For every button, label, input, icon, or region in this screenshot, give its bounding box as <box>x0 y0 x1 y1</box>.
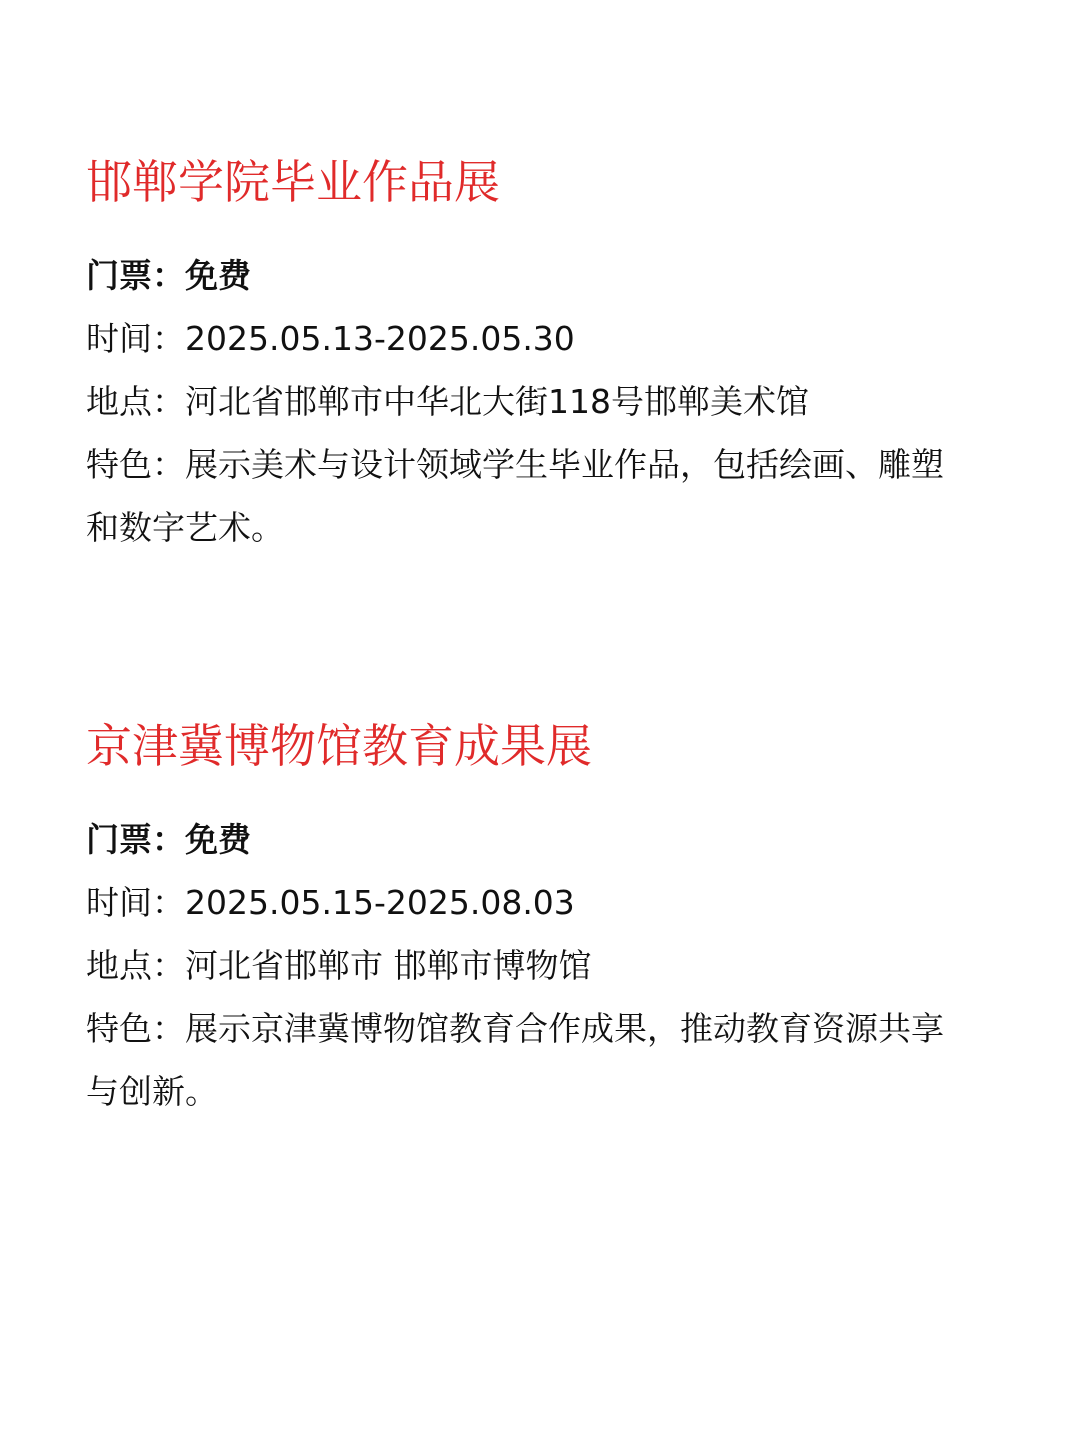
location-label: 地点： <box>86 382 185 421</box>
time-label: 时间： <box>86 319 185 358</box>
location-label: 地点： <box>86 946 185 985</box>
event-info <box>86 808 986 1123</box>
ticket-label: 门票： <box>86 256 185 295</box>
location-value: 河北省邯郸市中华北大街118号邯郸美术馆 <box>185 382 809 421</box>
time-value: 2025.05.13-2025.05.30 <box>185 319 575 358</box>
time-row <box>86 871 986 934</box>
event-card-graduation-exhibition <box>86 150 986 559</box>
ticket-value: 免费 <box>185 820 251 859</box>
event-card-museum-education-exhibition <box>86 714 986 1123</box>
ticket-row <box>86 808 986 871</box>
ticket-value: 免费 <box>185 256 251 295</box>
event-title: 京津冀博物馆教育成果展 <box>86 719 592 773</box>
time-label: 时间： <box>86 883 185 922</box>
feature-label: 特色： <box>86 1009 185 1048</box>
feature-label: 特色： <box>86 445 185 484</box>
ticket-label: 门票： <box>86 820 185 859</box>
location-row <box>86 370 986 433</box>
feature-row <box>86 433 976 559</box>
ticket-row <box>86 244 986 307</box>
location-value: 河北省邯郸市 邯郸市博物馆 <box>185 946 592 985</box>
feature-value: 展示美术与设计领域学生毕业作品，包括绘画、雕塑和数字艺术。 <box>86 445 944 547</box>
time-value: 2025.05.15-2025.08.03 <box>185 883 575 922</box>
feature-row <box>86 997 976 1123</box>
event-title: 邯郸学院毕业作品展 <box>86 155 500 209</box>
location-row <box>86 934 986 997</box>
time-row <box>86 307 986 370</box>
event-info <box>86 244 986 559</box>
feature-value: 展示京津冀博物馆教育合作成果，推动教育资源共享与创新。 <box>86 1009 944 1111</box>
